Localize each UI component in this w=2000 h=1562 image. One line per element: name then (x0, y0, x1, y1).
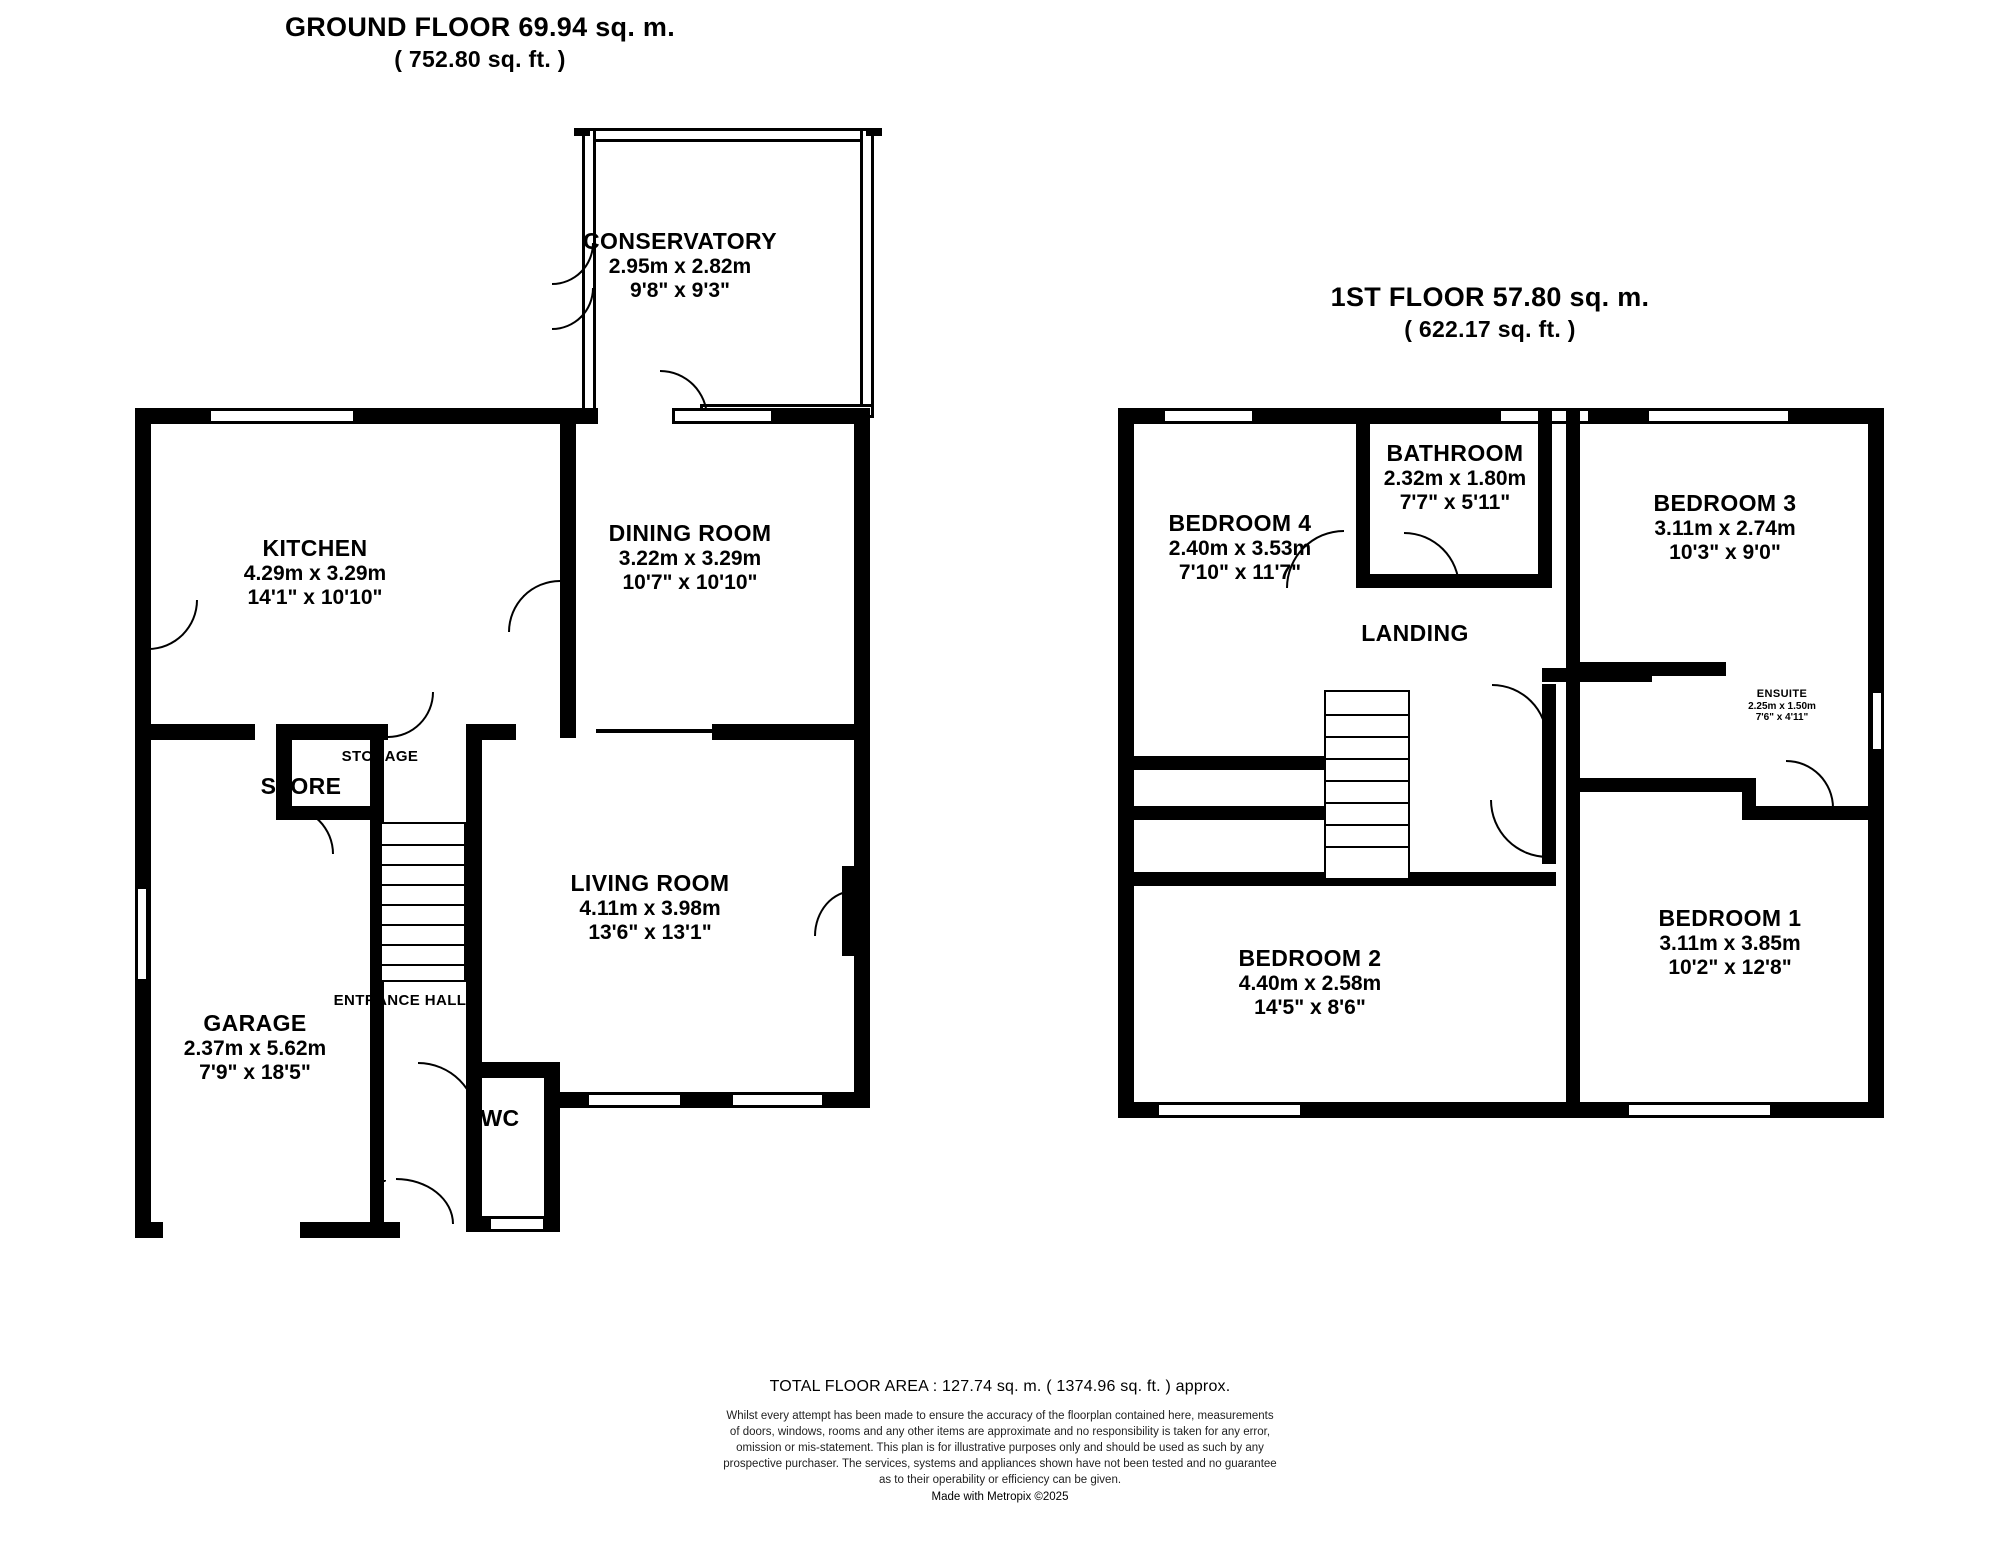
ensuite-door-swing (1786, 760, 1834, 808)
first-bottom-wall-b (1300, 1102, 1630, 1118)
living-room-door-swing (814, 890, 854, 936)
room-label-bedroom-4: BEDROOM 4 2.40m x 3.53m 7'10" x 11'7" (1168, 510, 1312, 585)
kitchen-bottom-wall-left (135, 724, 255, 740)
hall-living-divider (466, 738, 482, 1078)
room-label-storage: STORAGE (341, 748, 419, 765)
garage-window-left (135, 886, 149, 982)
landing-rail-a (1168, 760, 1278, 764)
living-room-window-front-a (586, 1092, 684, 1108)
living-room-top-wall-node (712, 724, 728, 740)
bathroom-door-swing (1404, 532, 1460, 588)
room-label-bedroom-3: BEDROOM 3 3.11m x 2.74m 10'3" x 9'0" (1653, 490, 1797, 565)
ensuite-bottom-wall-a (1566, 778, 1756, 792)
wc-window-bottom (488, 1216, 546, 1232)
room-label-conservatory: CONSERVATORY 2.95m x 2.82m 9'8" x 9'3" (583, 228, 777, 303)
garage-left-outer-wall (135, 738, 151, 1238)
landing-wall-left-bottom (1118, 872, 1348, 886)
first-floor-title-area: 1ST FLOOR 57.80 sq. m. (1330, 282, 1650, 312)
bedroom2-window-bottom (1156, 1102, 1304, 1118)
bedroom1-window-bottom (1626, 1102, 1774, 1118)
room-label-wc: WC (480, 1105, 520, 1131)
bedroom1-bedroom2-divider (1566, 792, 1580, 1118)
garage-bottom-wall-left (135, 1222, 163, 1238)
first-bottom-wall-c (1770, 1102, 1884, 1118)
ground-stairs (380, 822, 466, 982)
store-divider-wall (370, 724, 384, 820)
plan-footer (500, 1378, 1500, 1503)
wc-left-wall (466, 1062, 482, 1232)
first-bottom-wall-a (1118, 1102, 1160, 1118)
room-label-store: STORE (260, 773, 342, 799)
kitchen-window-top (208, 408, 356, 424)
front-wall-right (822, 1092, 870, 1108)
ground-floor-title (130, 10, 830, 74)
room-label-bathroom: BATHROOM 2.32m x 1.80m 7'7" x 5'11" (1383, 440, 1527, 515)
front-door-swing (396, 1178, 454, 1224)
total-floor-area: TOTAL FLOOR AREA : 127.74 sq. m. ( 1374.96 sq. ft. ) approx. (769, 1378, 1231, 1395)
conservatory-corner-left (574, 128, 590, 136)
ensuite-bottom-wall-b (1742, 806, 1884, 820)
wc-right-wall (544, 1062, 560, 1232)
room-label-entrance-hall: ENTRANCE HALL (333, 992, 467, 1009)
room-label-bedroom-2: BEDROOM 2 4.40m x 2.58m 14'5" x 8'6" (1238, 945, 1382, 1020)
conservatory-wall-top (582, 128, 874, 142)
conservatory-corner-right (866, 128, 882, 136)
dining-window-top (672, 408, 774, 424)
garage-door-swing (384, 1180, 386, 1182)
disclaimer-text: Whilst every attempt has been made to ensure the accuracy of the floorplan contained here, measurements of doors, windows, rooms and any other items are approximate and no responsibility is taken for any error, omission or mis-statement. This plan is for illustrative purposes only and should be used as such by any prospective purchaser. The services, systems and appliances shown have not been tested and no guarantee as to their operability or efficiency can be given. (723, 1410, 1277, 1486)
house-right-outer-wall (854, 408, 870, 1108)
bedroom3-window-top (1646, 408, 1792, 424)
bedroom4-window-top (1162, 408, 1256, 424)
room-label-landing: LANDING (1361, 620, 1469, 646)
first-top-wall-b (1252, 408, 1502, 424)
storage-door-swing (388, 692, 434, 738)
bedroom1-door-swing (1490, 800, 1548, 858)
landing-top-right-wall (1542, 668, 1652, 682)
first-floor-title (1140, 280, 1840, 344)
first-top-wall-c (1588, 408, 1650, 424)
room-label-ensuite: ENSUITE 2.25m x 1.50m 7'6" x 4'11" (1748, 688, 1816, 724)
ground-floor-title-area: GROUND FLOOR 69.94 sq. m. (284, 12, 676, 42)
ground-floor-title-sqft: ( 752.80 sq. ft. ) (394, 46, 566, 72)
first-floor-title-sqft: ( 622.17 sq. ft. ) (1404, 316, 1576, 342)
room-label-bedroom-1: BEDROOM 1 3.11m x 3.85m 10'2" x 12'8" (1658, 905, 1802, 980)
landing-wall-left-lower (1118, 806, 1348, 820)
living-room-opening-line (596, 729, 724, 733)
landing-door-swing-right (1492, 684, 1548, 740)
garage-door-post (384, 1222, 400, 1238)
room-label-garage: GARAGE 2.37m x 5.62m 7'9" x 18'5" (183, 1010, 327, 1085)
ensuite-window-right (1870, 690, 1884, 752)
living-room-top-wall (718, 724, 858, 740)
living-room-window-front-b (730, 1092, 828, 1108)
made-with-credit: Made with Metropix ©2025 (931, 1491, 1069, 1503)
dining-top-wall-stub (574, 408, 598, 424)
kitchen-top-wall-right (354, 408, 576, 424)
room-label-dining-room: DINING ROOM 3.22m x 3.29m 10'7" x 10'10" (608, 520, 772, 595)
first-right-outer-wall (1868, 408, 1884, 1118)
room-label-kitchen: KITCHEN 4.29m x 3.29m 14'1" x 10'10" (243, 535, 387, 610)
room-label-living-room: LIVING ROOM 4.11m x 3.98m 13'6" x 13'1" (570, 870, 730, 945)
first-floor-stairs (1324, 690, 1410, 880)
